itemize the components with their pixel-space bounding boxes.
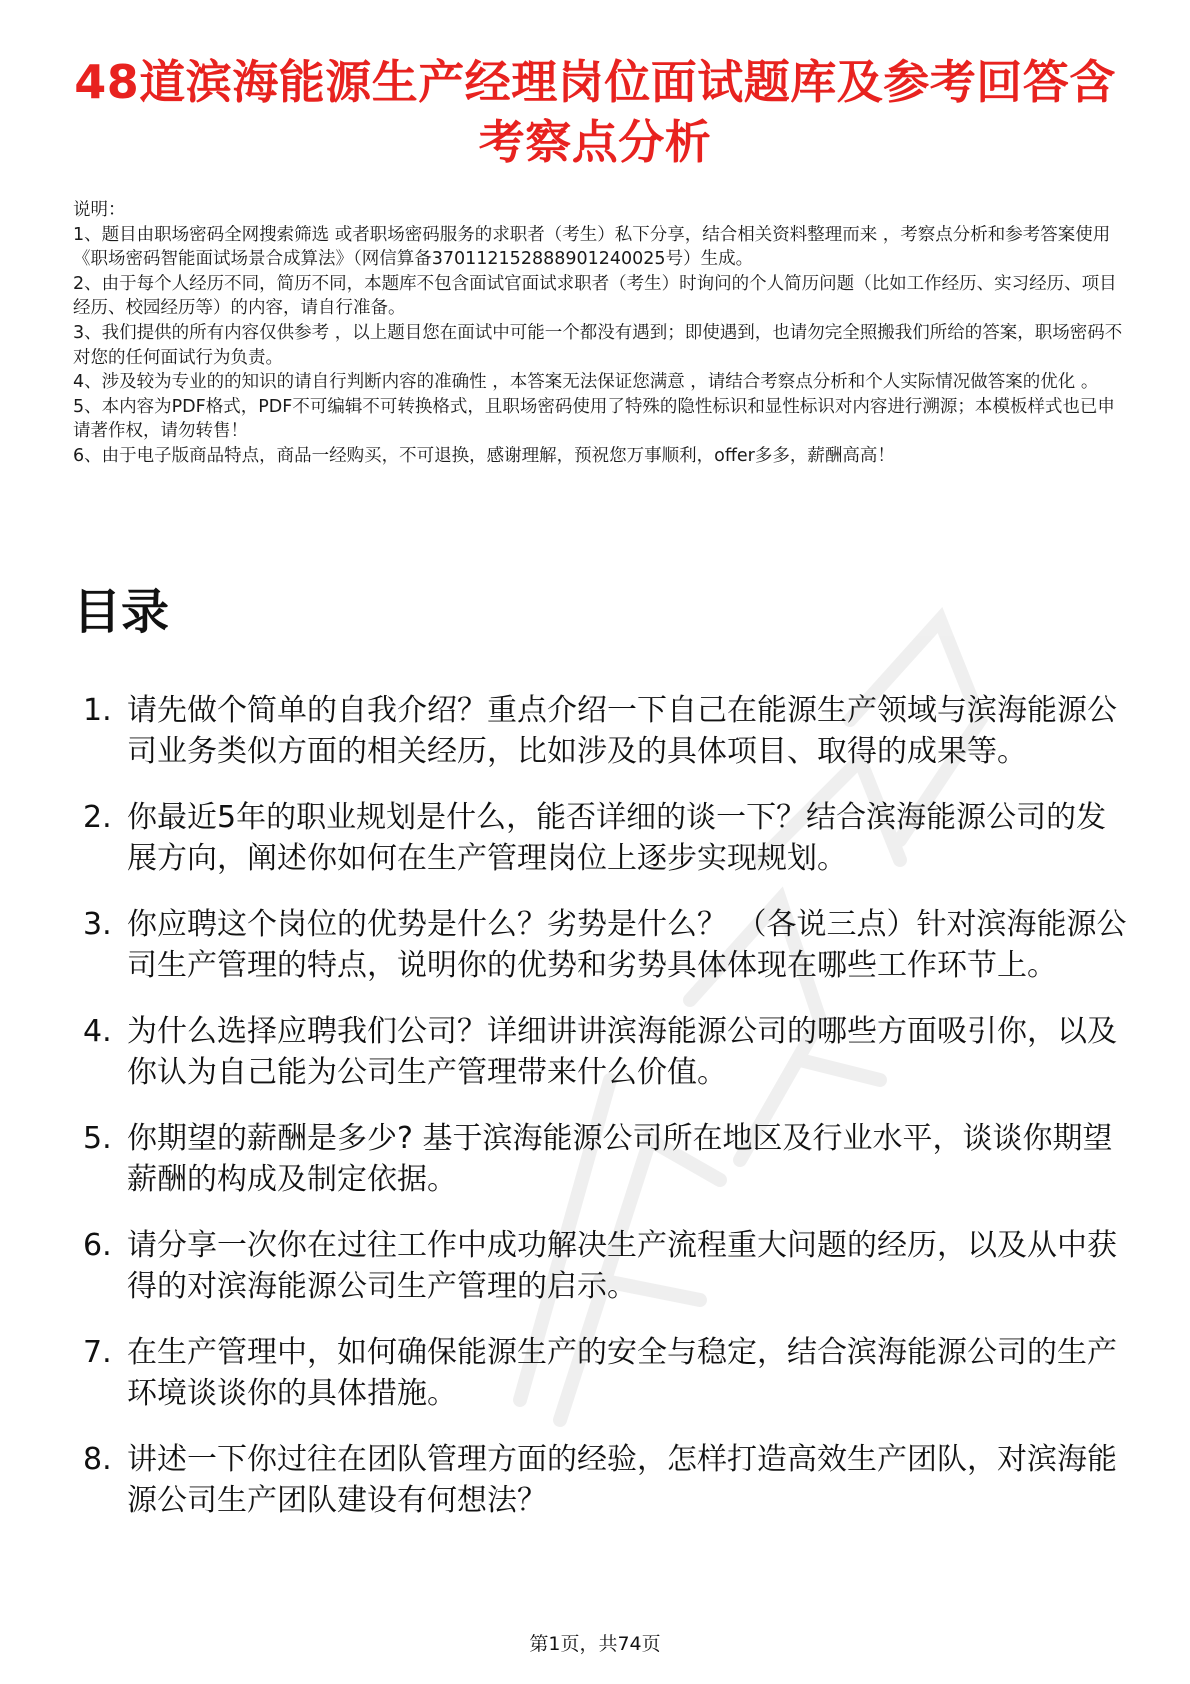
document-title: 48道滨海能源生产经理岗位面试题库及参考回答含考察点分析 (74, 55, 1116, 169)
toc-item (83, 797, 1133, 879)
toc-item-number: 8. (83, 1442, 112, 1477)
toc-heading: 目录 (73, 584, 170, 640)
toc-item-text: 你期望的薪酬是多少? 基于滨海能源公司所在地区及行业水平，谈谈你期望薪酬的构成及制定依据。 (127, 1121, 1113, 1197)
toc-item (83, 1332, 1133, 1414)
note-item: 5、本内容为PDF格式，PDF不可编辑不可转换格式，且职场密码使用了特殊的隐性标识和显性标识对内容进行溯源；本模板样式也已申请著作权，请勿转售！ (73, 396, 1115, 442)
toc-item-text: 你应聘这个岗位的优势是什么？劣势是什么？ （各说三点）针对滨海能源公司生产管理的特点，说明你的优势和劣势具体体现在哪些工作环节上。 (127, 907, 1127, 983)
note-item: 4、涉及较为专业的的知识的请自行判断内容的准确性 ，本答案无法保证您满意 ，请结合考察点分析和个人实际情况做答案的优化 。 (73, 372, 1099, 393)
toc-item-number: 6. (83, 1228, 112, 1263)
toc-item (83, 690, 1133, 772)
toc-item-number: 7. (83, 1335, 112, 1370)
toc-item-number: 1. (83, 693, 112, 728)
toc-item (83, 1011, 1133, 1093)
toc-item (83, 1439, 1133, 1521)
toc-item (83, 1225, 1133, 1307)
toc-item-text: 为什么选择应聘我们公司？详细讲讲滨海能源公司的哪些方面吸引你，以及你认为自己能为公司生产管理带来什么价值。 (127, 1014, 1117, 1090)
toc-item-text: 讲述一下你过往在团队管理方面的经验，怎样打造高效生产团队，对滨海能源公司生产团队建设有何想法？ (127, 1442, 1117, 1518)
toc-item-number: 4. (83, 1014, 112, 1049)
toc-list (83, 690, 1133, 1546)
toc-item-number: 3. (83, 907, 112, 942)
notes-block (73, 198, 1123, 469)
notes-heading: 说明： (73, 200, 126, 220)
note-item: 2、由于每个人经历不同，简历不同，本题库不包含面试官面试求职者（考生）时询问的个人简历问题（比如工作经历、实习经历、项目经历、校园经历等）的内容，请自行准备。 (73, 273, 1117, 319)
note-item: 6、由于电子版商品特点，商品一经购买，不可退换，感谢理解，预祝您万事顺利，offer多多，薪酬高高！ (73, 445, 895, 466)
toc-item-number: 5. (83, 1121, 112, 1156)
toc-item-text: 你最近5年的职业规划是什么，能否详细的谈一下？结合滨海能源公司的发展方向，阐述你如何在生产管理岗位上逐步实现规划。 (127, 800, 1107, 876)
toc-item-text: 请先做个简单的自我介绍？重点介绍一下自己在能源生产领域与滨海能源公司业务类似方面的相关经历，比如涉及的具体项目、取得的成果等。 (127, 693, 1117, 769)
page-footer: 第1页，共74页 (529, 1633, 661, 1655)
toc-item-text: 在生产管理中，如何确保能源生产的安全与稳定，结合滨海能源公司的生产环境谈谈你的具体措施。 (127, 1335, 1117, 1411)
note-item: 1、题目由职场密码全网搜索筛选 或者职场密码服务的求职者（考生）私下分享，结合相关资料整理而来 ，考察点分析和参考答案使用《职场密码智能面试场景合成算法》（网信算备370112152888901240025号）生成。 (73, 224, 1111, 270)
toc-item-text: 请分享一次你在过往工作中成功解决生产流程重大问题的经历，以及从中获得的对滨海能源公司生产管理的启示。 (127, 1228, 1117, 1304)
toc-item (83, 904, 1133, 986)
toc-item-number: 2. (83, 800, 112, 835)
toc-item (83, 1118, 1133, 1200)
note-item: 3、我们提供的所有内容仅供参考 ，以上题目您在面试中可能一个都没有遇到；即使遇到，也请勿完全照搬我们所给的答案，职场密码不对您的任何面试行为负责。 (73, 322, 1123, 368)
